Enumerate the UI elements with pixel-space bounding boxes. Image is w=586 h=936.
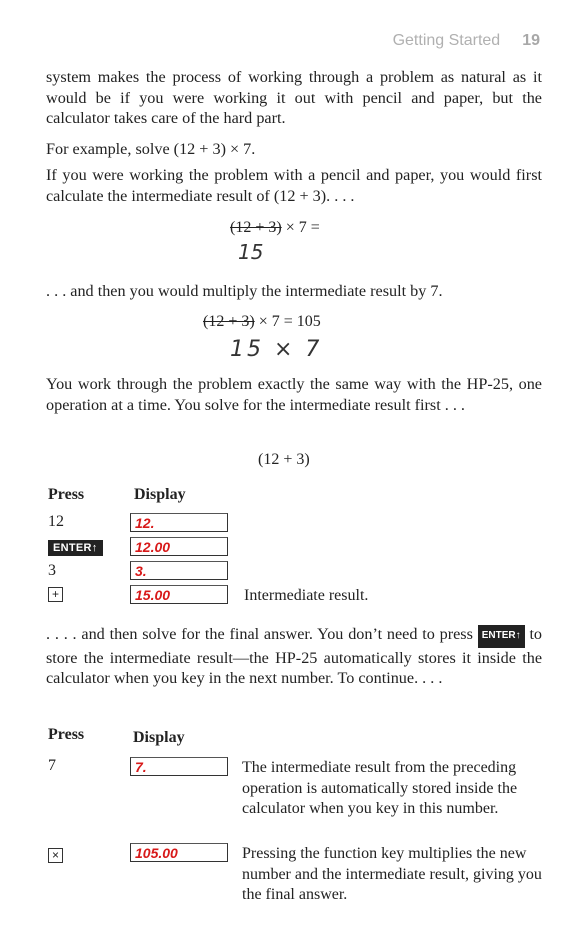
equation-1-struck: (12 + 3) <box>230 219 282 236</box>
equation-1-rest: × 7 = <box>285 219 320 236</box>
note-intermediate: Intermediate result. <box>244 587 369 604</box>
inline-enter-key: ENTER↑ <box>478 625 525 648</box>
paragraph-final <box>46 624 542 689</box>
paragraph-hp25: You work through the problem exactly the same way with the HP-25, one operation at a time. You solve for the intermediate result first . . . <box>46 375 542 414</box>
handwritten-15: 15 <box>238 240 264 264</box>
paragraph-final-a: . . . . and then solve for the final answer. You don’t need to press <box>46 625 473 643</box>
paragraph-multiply: . . . and then you would multiply the intermediate result by 7. <box>46 282 443 300</box>
key-7: 7 <box>48 757 56 774</box>
multiply-key-cap: × <box>48 848 63 863</box>
display-15-00: 15.00 <box>130 585 228 604</box>
display-12-00: 12.00 <box>130 537 228 556</box>
equation-2-struck: (12 + 3) <box>203 313 255 330</box>
enter-key <box>48 538 103 556</box>
multiply-key <box>48 846 63 864</box>
display-105-00: 105.00 <box>130 843 228 862</box>
equation-1 <box>230 219 320 237</box>
paragraph-final-b: to store the intermediate result—the HP-25 automatically stores it inside the calculator when you key in the next number. To continue. . . . <box>46 625 543 687</box>
paragraph-example: For example, solve (12 + 3) × 7. <box>46 140 256 158</box>
equation-2 <box>203 313 321 331</box>
plus-key <box>48 585 63 603</box>
display-12: 12. <box>130 513 228 532</box>
handwritten-15-x-7: 15 × 7 <box>230 337 323 362</box>
paragraph-intro: system makes the process of working through a problem as natural as it would be if you were working it out with pencil and paper, but the calculator takes care of the hard part. <box>46 68 542 127</box>
display-3: 3. <box>130 561 228 580</box>
key-3: 3 <box>48 562 56 579</box>
section-title: Getting Started <box>392 32 501 49</box>
table2-display-header: Display <box>133 729 185 746</box>
key-12: 12 <box>48 513 64 530</box>
paragraph-pencil: If you were working the problem with a pencil and paper, you would first calculate the intermediate result of (12 + 3). . . . <box>46 166 542 205</box>
enter-key-cap: ENTER↑ <box>48 540 103 556</box>
equation-3: (12 + 3) <box>258 451 310 468</box>
plus-key-cap: + <box>48 587 63 602</box>
display-7: 7. <box>130 757 228 776</box>
page-header <box>393 32 540 50</box>
note-final-answer: Pressing the function key multiplies the new number and the intermediate result, giving you the final answer. <box>242 845 542 903</box>
note-stored: The intermediate result from the preceding operation is automatically stored inside the calculator when you key in this number. <box>242 759 518 817</box>
table1-press-header: Press <box>48 486 85 503</box>
equation-2-rest: × 7 = 105 <box>258 313 321 330</box>
table1-display-header: Display <box>134 486 186 503</box>
table2-press-header: Press <box>48 726 85 743</box>
page-number: 19 <box>522 32 540 49</box>
